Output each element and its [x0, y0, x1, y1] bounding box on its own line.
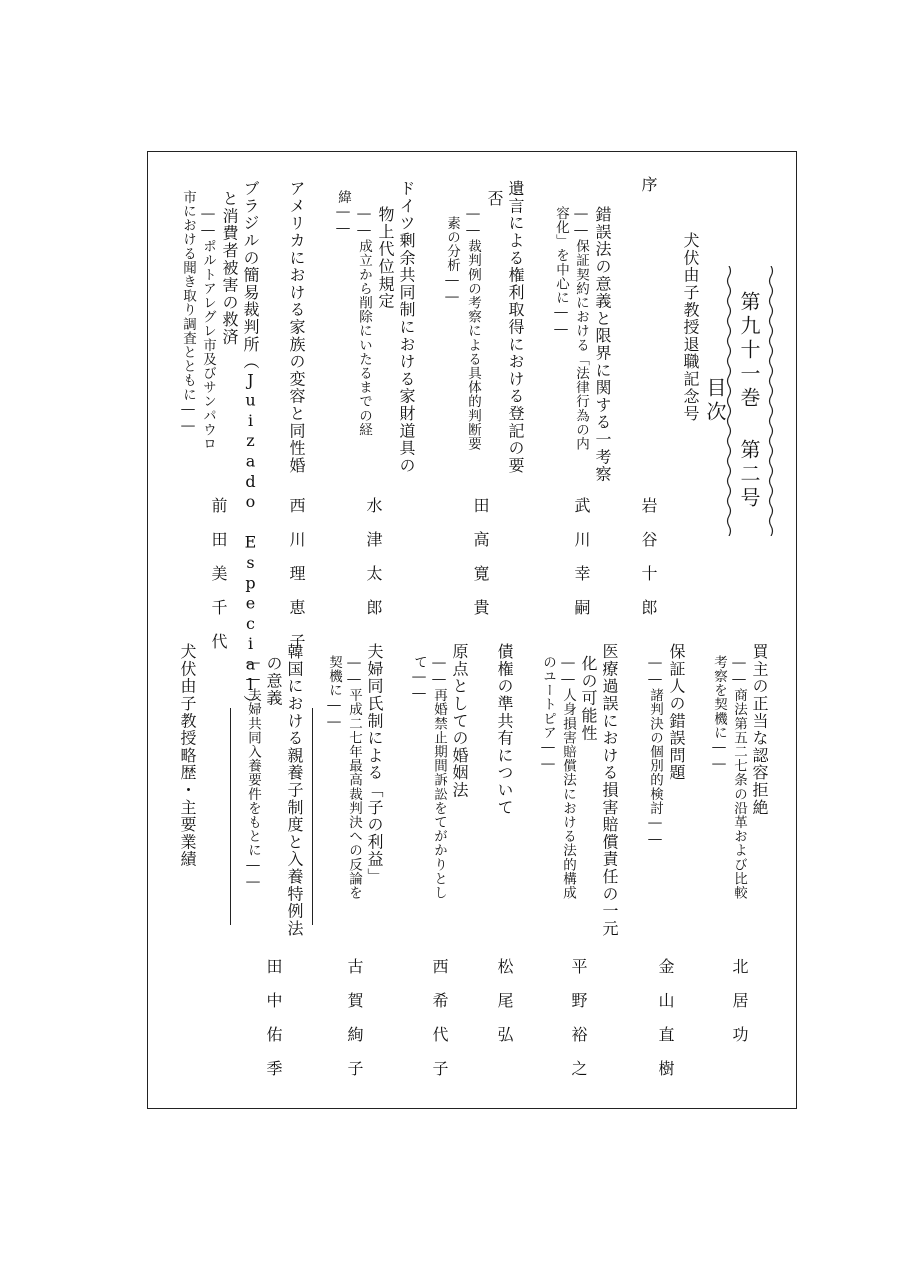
toc-entry-title: 医療過誤における損害賠償責任の一元 — [600, 643, 619, 938]
toc-entry-subtitle: のユートピア―― — [540, 655, 556, 773]
toc-entry-title-cont: 物上代位規定 — [376, 206, 395, 310]
page-subtitle: 犬伏由子教授退職記念号 — [681, 232, 700, 423]
toc-entry-subtitle: ――人身損害賠償法における法的構成 — [560, 655, 576, 900]
toc-entry-subtitle: ――保証契約における「法律行為の内 — [573, 206, 589, 451]
toc-entry-title: アメリカにおける家族の変容と同性婚 — [287, 180, 306, 475]
toc-entry-subtitle: ――再婚禁止期間訴訟をてがかりとし — [431, 655, 447, 900]
toc-entry-subtitle: 緯―― — [335, 190, 351, 238]
toc-entry-subtitle: ――成立から削除にいたるまでの経 — [356, 206, 372, 437]
toc-entry-author: 金山直樹 — [656, 958, 675, 1094]
toc-entry-title: 韓国における親養子制度と入養特例法 — [285, 643, 304, 938]
toc-entry-title: 遺言による権利取得における登記の要 — [506, 180, 525, 475]
toc-entry-subtitle: て―― — [411, 655, 427, 703]
toc-entry-title-cont: の意義 — [264, 655, 283, 707]
continuation-rule — [230, 708, 231, 925]
toc-entry-title-cont: 否 — [485, 190, 504, 208]
toc-entry-title: 保証人の錯誤問題 — [667, 643, 686, 782]
toc-entry-author: 西川理恵子 — [287, 497, 306, 667]
toc-entry-author: 西希代子 — [430, 958, 449, 1094]
toc-entry-subtitle: ――裁判例の考察による具体的判断要 — [465, 206, 481, 451]
toc-entry-title: 債権の準共有について — [495, 643, 514, 816]
toc-entry-subtitle: 市における聞き取り調査とともに―― — [180, 190, 196, 435]
toc-entry-title-cont: と消費者被害の救済 — [220, 190, 239, 346]
toc-entry-title: ドイツ剰余共同制における家財道具の — [397, 180, 416, 475]
toc-entry-title: ブラジルの簡易裁判所（Juizado Especial） — [241, 180, 260, 713]
toc-entry-subtitle: ――諸判決の個別的検討―― — [647, 655, 663, 849]
toc-entry-author: 武川幸嗣 — [572, 497, 591, 633]
toc-entry-author: 平野裕之 — [569, 958, 588, 1094]
toc-entry-title: 買主の正当な認容拒絶 — [750, 643, 769, 816]
toc-entry-subtitle: ――商法第五二七条の沿革および比較 — [731, 655, 747, 900]
toc-entry-subtitle: 容化」を中心に―― — [553, 206, 569, 338]
toc-entry-subtitle: 考察を契機に―― — [711, 655, 727, 773]
toc-entry-subtitle: ――平成二七年最高裁判決への反論を — [346, 655, 362, 900]
toc-entry-author: 田高寛貴 — [471, 497, 490, 633]
toc-entry-subtitle: ――夫婦共同入養要件をもとに―― — [245, 655, 261, 891]
toc-entry-title: 犬伏由子教授略歴・主要業績 — [178, 643, 197, 868]
toc-entry-title-cont: 化の可能性 — [579, 655, 598, 742]
toc-entry-title: 序 — [639, 176, 658, 194]
toc-entry-author: 田中佑季 — [264, 958, 283, 1094]
continuation-rule — [312, 708, 313, 925]
toc-entry-title: 錯誤法の意義と限界に関する一考察 — [593, 206, 612, 483]
toc-entry-author: 古賀絢子 — [345, 958, 364, 1094]
page-title: 第九十一巻 第二号 目次 — [703, 291, 761, 511]
toc-entry-author: 水津太郎 — [364, 497, 383, 633]
toc-entry-author: 前田美千代 — [209, 497, 228, 667]
toc-entry-subtitle: 契機に―― — [326, 655, 342, 731]
toc-entry-author: 松尾弘 — [495, 958, 514, 1060]
toc-entry-author: 北居功 — [730, 958, 749, 1060]
title-wavy-border-right — [768, 266, 774, 536]
toc-entry-title: 夫婦同氏制による「子の利益」 — [365, 643, 384, 886]
toc-entry-title: 原点としての婚姻法 — [450, 643, 469, 799]
toc-entry-subtitle: 素の分析―― — [444, 216, 460, 306]
toc-entry-subtitle: ――ポルトアレグレ市及びサンパウロ — [200, 206, 216, 451]
toc-entry-author: 岩谷十郎 — [639, 497, 658, 633]
